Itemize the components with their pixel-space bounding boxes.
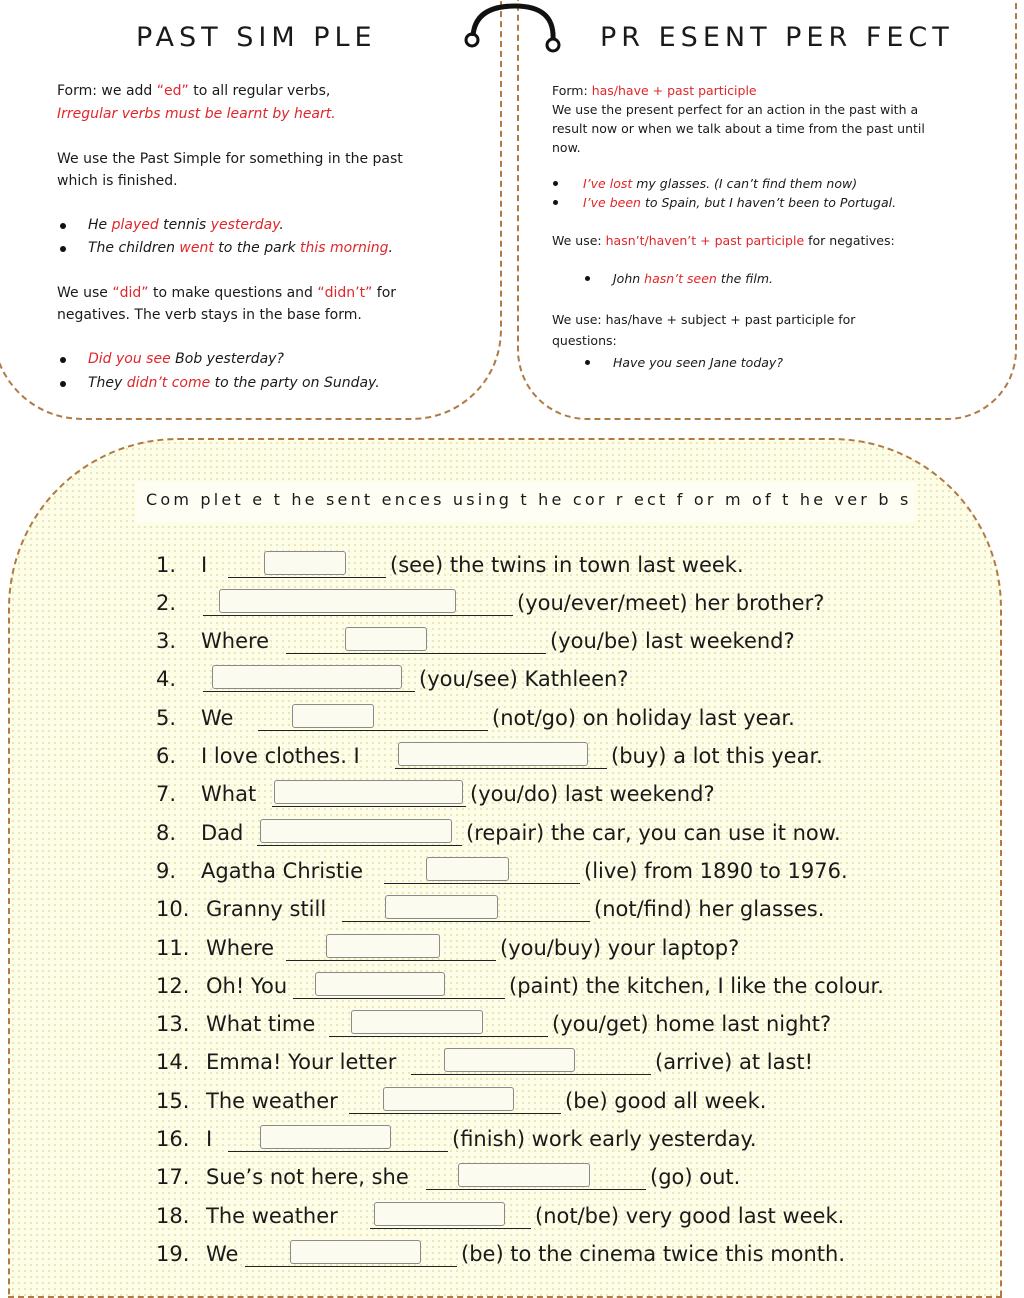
pp-example-3: John hasn’t seen the film. — [613, 271, 774, 286]
verb-hint: (not/go) on holiday last year. — [492, 706, 795, 730]
verb-hint: (buy) a lot this year. — [611, 744, 823, 768]
pp-use-line-3: now. — [552, 140, 581, 155]
answer-input[interactable] — [345, 627, 427, 651]
item-prefix: Sue’s not here, she — [206, 1165, 409, 1189]
item-prefix: We — [201, 706, 234, 730]
verb-hint: (see) the twins in town last week. — [390, 553, 744, 577]
item-number: 3. — [156, 629, 177, 653]
answer-input[interactable] — [383, 1087, 514, 1111]
item-prefix: Emma! Your letter — [206, 1050, 397, 1074]
exercise-item — [156, 1050, 996, 1080]
pp-example-4: Have you seen Jane today? — [613, 355, 783, 370]
item-number: 7. — [156, 782, 177, 806]
answer-line — [293, 998, 505, 999]
exercise-item — [156, 859, 996, 889]
answer-input[interactable] — [351, 1010, 483, 1034]
ps-question-line-2: negatives. The verb stays in the base form. — [57, 307, 362, 323]
verb-hint: (you/see) Kathleen? — [419, 667, 629, 691]
exercise-item — [156, 1012, 996, 1042]
answer-input[interactable] — [290, 1240, 421, 1264]
answer-input[interactable] — [260, 819, 452, 843]
item-number: 8. — [156, 821, 177, 845]
item-number: 9. — [156, 859, 177, 883]
ps-irregular-note: Irregular verbs must be learnt by heart. — [57, 106, 336, 122]
bullet-icon — [553, 200, 558, 205]
present-perfect-title: PR ESENT PER FECT — [600, 22, 954, 53]
bullet-icon — [60, 246, 66, 252]
item-prefix: The weather — [206, 1089, 338, 1113]
verb-hint: (repair) the car, you can use it now. — [466, 821, 841, 845]
verb-hint: (not/be) very good last week. — [535, 1204, 845, 1228]
ps-example-2: The children went to the park this morning. — [88, 240, 393, 256]
ps-form-line: Form: we add “ed” to all regular verbs, — [57, 83, 331, 99]
exercise-item — [156, 553, 996, 583]
item-number: 4. — [156, 667, 177, 691]
item-prefix: I love clothes. I — [201, 744, 360, 768]
verb-hint: (not/find) her glasses. — [594, 897, 825, 921]
answer-input[interactable] — [219, 589, 456, 613]
answer-line — [257, 845, 462, 846]
item-prefix: Where — [206, 936, 275, 960]
bullet-icon — [60, 223, 66, 229]
exercise-item — [156, 629, 996, 659]
ps-example-3: Did you see Bob yesterday? — [88, 351, 284, 367]
item-number: 11. — [156, 936, 190, 960]
answer-line — [411, 1074, 651, 1075]
answer-input[interactable] — [264, 551, 346, 575]
exercise-item — [156, 591, 996, 621]
bullet-icon — [60, 357, 66, 363]
answer-line — [395, 768, 607, 769]
exercise-item — [156, 667, 996, 697]
item-number: 1. — [156, 553, 177, 577]
exercise-item — [156, 1204, 996, 1234]
exercise-item — [156, 936, 996, 966]
pp-use-line-1: We use the present perfect for an action in the past with a — [552, 102, 919, 117]
answer-input[interactable] — [374, 1202, 505, 1226]
answer-input[interactable] — [315, 972, 445, 996]
exercise-item — [156, 1089, 996, 1119]
item-prefix: Agatha Christie — [201, 859, 364, 883]
item-number: 12. — [156, 974, 190, 998]
answer-line — [329, 1036, 548, 1037]
ps-example-4: They didn’t come to the party on Sunday. — [88, 375, 380, 391]
verb-hint: (arrive) at last! — [655, 1050, 814, 1074]
verb-hint: (you/do) last weekend? — [470, 782, 715, 806]
exercise-item — [156, 706, 996, 736]
connector-hook-icon — [455, 0, 575, 60]
item-number: 19. — [156, 1242, 190, 1266]
item-prefix: I — [206, 1127, 213, 1151]
exercise-item — [156, 897, 996, 927]
item-number: 17. — [156, 1165, 190, 1189]
item-prefix: The weather — [206, 1204, 338, 1228]
answer-line — [426, 1189, 646, 1190]
pp-example-2: I’ve been to Spain, but I haven’t been to Portugal. — [583, 195, 897, 210]
pp-negative-rule: We use: hasn’t/haven’t + past participle for negatives: — [552, 233, 895, 248]
exercise-item — [156, 974, 996, 1004]
past-simple-title: PAST SIM PLE — [136, 22, 377, 53]
item-number: 6. — [156, 744, 177, 768]
answer-input[interactable] — [426, 857, 509, 881]
answer-input[interactable] — [444, 1048, 575, 1072]
answer-line — [228, 577, 386, 578]
exercise-item — [156, 1242, 996, 1272]
item-prefix: Oh! You — [206, 974, 288, 998]
pp-example-1: I’ve lost my glasses. (I can’t find them now) — [583, 176, 858, 191]
answer-line — [286, 653, 546, 654]
item-number: 2. — [156, 591, 177, 615]
verb-hint: (you/get) home last night? — [552, 1012, 832, 1036]
item-prefix: Dad — [201, 821, 244, 845]
verb-hint: (live) from 1890 to 1976. — [584, 859, 848, 883]
answer-input[interactable] — [260, 1125, 391, 1149]
pp-question-rule-1: We use: has/have + subject + past participle for — [552, 312, 856, 327]
item-number: 18. — [156, 1204, 190, 1228]
item-number: 14. — [156, 1050, 190, 1074]
answer-input[interactable] — [292, 704, 374, 728]
verb-hint: (be) to the cinema twice this month. — [461, 1242, 846, 1266]
exercise-item — [156, 821, 996, 851]
answer-line — [342, 921, 590, 922]
ps-example-1: He played tennis yesterday. — [88, 217, 284, 233]
exercise-item — [156, 782, 996, 812]
answer-input[interactable] — [398, 742, 588, 766]
item-prefix: Where — [201, 629, 270, 653]
answer-line — [384, 883, 580, 884]
exercise-instruction: Com plet e t he sent ences using t he cor r ect f or m of t he ver b s — [146, 490, 912, 509]
pp-form-line: Form: has/have + past participle — [552, 83, 757, 98]
answer-input[interactable] — [385, 895, 498, 919]
pp-question-rule-2: questions: — [552, 333, 617, 348]
exercise-item — [156, 1165, 996, 1195]
verb-hint: (go) out. — [650, 1165, 741, 1189]
bullet-icon — [553, 181, 558, 186]
answer-line — [228, 1151, 448, 1152]
bullet-icon — [585, 276, 590, 281]
pp-use-line-2: result now or when we talk about a time from the past until — [552, 121, 925, 136]
answer-line — [245, 1266, 457, 1267]
item-number: 15. — [156, 1089, 190, 1113]
item-number: 13. — [156, 1012, 190, 1036]
verb-hint: (paint) the kitchen, I like the colour. — [509, 974, 884, 998]
exercise-item — [156, 744, 996, 774]
verb-hint: (be) good all week. — [565, 1089, 767, 1113]
item-number: 5. — [156, 706, 177, 730]
answer-input[interactable] — [458, 1163, 590, 1187]
verb-hint: (you/buy) your laptop? — [500, 936, 740, 960]
verb-hint: (you/be) last weekend? — [550, 629, 795, 653]
item-prefix: What — [201, 782, 257, 806]
answer-line — [272, 806, 466, 807]
answer-line — [286, 960, 496, 961]
item-prefix: Granny still — [206, 897, 327, 921]
item-number: 10. — [156, 897, 190, 921]
answer-line — [370, 1228, 531, 1229]
item-prefix: We — [206, 1242, 239, 1266]
ps-question-line-1: We use “did” to make questions and “didn’t” for — [57, 285, 397, 301]
ps-use-line-2: which is finished. — [57, 173, 178, 189]
bullet-icon — [60, 381, 66, 387]
bullet-icon — [585, 360, 590, 365]
answer-line — [349, 1113, 561, 1114]
exercise-item — [156, 1127, 996, 1157]
answer-input[interactable] — [326, 934, 440, 958]
answer-line — [258, 730, 488, 731]
item-number: 16. — [156, 1127, 190, 1151]
item-prefix: I — [201, 553, 208, 577]
answer-line — [203, 615, 513, 616]
verb-hint: (you/ever/meet) her brother? — [517, 591, 825, 615]
answer-input[interactable] — [274, 780, 463, 804]
item-prefix: What time — [206, 1012, 316, 1036]
verb-hint: (finish) work early yesterday. — [452, 1127, 757, 1151]
answer-input[interactable] — [212, 665, 402, 689]
ps-use-line-1: We use the Past Simple for something in the past — [57, 151, 403, 167]
answer-line — [203, 691, 415, 692]
